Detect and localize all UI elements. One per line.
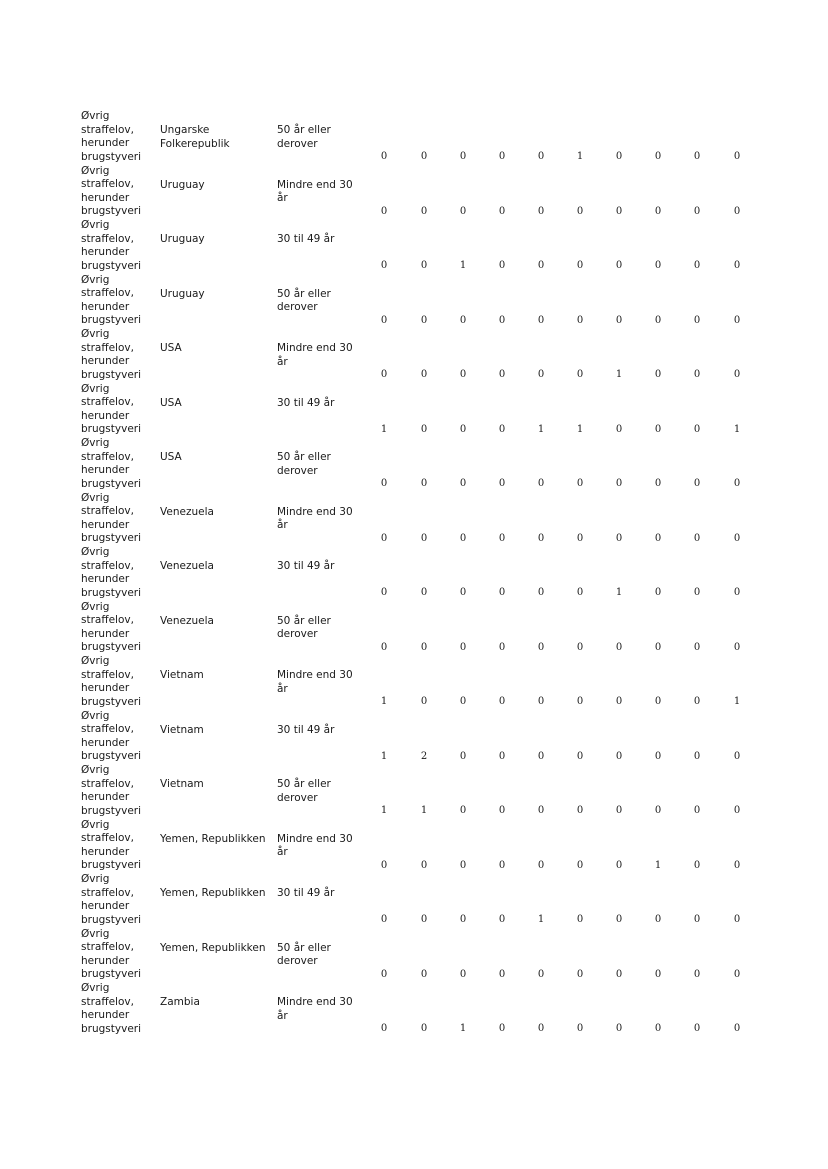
offense-category: Øvrig straffelov, herunder brugstyveri [81,982,142,1035]
count-value: 0 [459,696,467,707]
count-value: 0 [498,805,506,816]
count-value: 0 [498,260,506,271]
count-value: 0 [537,260,545,271]
count-value: 0 [615,205,623,217]
count-value: 0 [380,369,388,380]
count-value: 0 [615,314,623,326]
table-row [81,546,781,601]
age-group: 30 til 49 år [277,723,335,736]
count-value: 0 [380,587,388,598]
country-name: USA [160,396,182,409]
count-value: 0 [733,532,741,544]
count-value: 0 [420,641,428,653]
count-value: 0 [459,423,467,435]
count-value: 0 [380,151,388,162]
table-row [81,165,781,220]
country-name: USA [160,451,182,463]
age-group: 30 til 49 år [277,887,335,899]
count-value: 0 [537,151,545,162]
offense-category: Øvrig straffelov, herunder brugstyveri [81,600,142,653]
age-group: 30 til 49 år [277,560,335,572]
count-value: 0 [615,641,623,653]
count-value: 0 [576,314,584,326]
count-value: 0 [576,696,584,707]
count-value: 0 [654,805,662,816]
count-value: 0 [420,314,428,326]
count-value: 0 [420,260,428,271]
count-value: 0 [615,696,623,707]
count-value: 0 [380,641,388,653]
count-value: 0 [380,260,388,271]
count-value: 0 [733,1023,741,1034]
count-value: 0 [693,696,701,707]
count-value: 0 [654,641,662,653]
count-value: 0 [615,914,623,925]
count-value: 0 [615,750,623,762]
count-value: 0 [459,151,467,162]
count-value: 0 [537,805,545,816]
table-row [81,383,781,438]
age-group: Mindre end 30 år [277,996,353,1022]
table-row [81,492,781,547]
offense-category: Øvrig straffelov, herunder brugstyveri [81,927,142,980]
count-value: 0 [420,532,428,544]
age-group: 50 år eller derover [277,124,331,150]
table-row [81,655,781,710]
count-value: 0 [420,859,428,871]
count-value: 0 [693,532,701,544]
count-value: 0 [693,968,701,980]
count-value: 0 [498,587,506,598]
country-name: Venezuela [160,614,214,627]
count-value: 0 [576,1023,584,1034]
offense-category: Øvrig straffelov, herunder brugstyveri [81,273,142,326]
count-value: 0 [693,423,701,435]
count-value: 0 [654,1023,662,1034]
count-value: 0 [615,859,623,871]
count-value: 0 [498,968,506,980]
table-row [81,328,781,383]
data-table [81,110,781,1037]
count-value: 0 [537,205,545,217]
count-value: 0 [498,532,506,544]
count-value: 0 [615,968,623,980]
count-value: 0 [498,151,506,162]
count-value: 0 [654,696,662,707]
age-group: Mindre end 30 år [277,178,353,204]
offense-category: Øvrig straffelov, herunder brugstyveri [81,709,142,762]
count-value: 0 [693,314,701,326]
count-value: 0 [420,587,428,598]
count-value: 0 [380,968,388,980]
count-value: 0 [733,805,741,816]
country-name: Venezuela [160,560,214,572]
offense-category: Øvrig straffelov, herunder brugstyveri [81,328,142,381]
count-value: 0 [537,859,545,871]
count-value: 0 [733,205,741,217]
count-value: 0 [693,260,701,271]
count-value: 0 [733,369,741,380]
country-name: Yemen, Republikken [160,887,266,899]
count-value: 0 [693,1023,701,1034]
country-name: Vietnam [160,723,204,736]
count-value: 0 [498,859,506,871]
count-value: 0 [459,805,467,816]
count-value: 0 [576,805,584,816]
count-value: 0 [654,423,662,435]
count-value: 0 [693,750,701,762]
count-value: 0 [576,641,584,653]
count-value: 0 [420,968,428,980]
count-value: 0 [420,696,428,707]
table-row [81,110,781,165]
count-value: 1 [576,151,584,162]
count-value: 0 [576,532,584,544]
count-value: 0 [380,314,388,326]
count-value: 0 [420,151,428,162]
offense-category: Øvrig straffelov, herunder brugstyveri [81,219,142,272]
count-value: 0 [693,805,701,816]
count-value: 0 [537,641,545,653]
count-value: 1 [459,260,467,271]
count-value: 0 [537,968,545,980]
table-row [81,819,781,874]
count-value: 0 [420,1023,428,1034]
table-row [81,873,781,928]
count-value: 0 [693,205,701,217]
age-group: 50 år eller derover [277,287,331,313]
count-value: 0 [654,478,662,489]
count-value: 0 [537,314,545,326]
offense-category: Øvrig straffelov, herunder brugstyveri [81,382,142,435]
count-value: 0 [420,369,428,380]
count-value: 1 [615,369,623,380]
count-value: 0 [733,587,741,598]
count-value: 0 [537,478,545,489]
count-value: 0 [654,260,662,271]
count-value: 0 [459,914,467,925]
count-value: 1 [380,696,388,707]
count-value: 2 [420,750,428,762]
count-value: 0 [537,369,545,380]
age-group: 30 til 49 år [277,396,335,409]
count-value: 0 [693,151,701,162]
age-group: Mindre end 30 år [277,832,353,858]
country-name: Uruguay [160,287,205,300]
count-value: 0 [459,314,467,326]
count-value: 0 [498,423,506,435]
count-value: 0 [459,587,467,598]
count-value: 0 [380,914,388,925]
count-value: 0 [615,423,623,435]
count-value: 0 [576,968,584,980]
count-value: 0 [733,968,741,980]
country-name: Vietnam [160,778,204,790]
count-value: 0 [459,859,467,871]
count-value: 0 [733,750,741,762]
offense-category: Øvrig straffelov, herunder brugstyveri [81,491,142,544]
count-value: 0 [654,314,662,326]
age-group: 50 år eller derover [277,941,331,967]
count-value: 0 [654,205,662,217]
count-value: 0 [420,423,428,435]
count-value: 0 [498,750,506,762]
country-name: Vietnam [160,669,204,681]
count-value: 0 [576,859,584,871]
count-value: 0 [615,805,623,816]
count-value: 1 [380,805,388,816]
count-value: 0 [576,914,584,925]
country-name: Zambia [160,996,200,1008]
country-name: Uruguay [160,233,205,245]
count-value: 0 [654,587,662,598]
count-value: 0 [733,260,741,271]
age-group: Mindre end 30 år [277,669,353,695]
table-row [81,764,781,819]
count-value: 0 [459,369,467,380]
offense-category: Øvrig straffelov, herunder brugstyveri [81,546,142,599]
count-value: 0 [420,914,428,925]
count-value: 0 [498,1023,506,1034]
table-row [81,928,781,983]
count-value: 0 [459,968,467,980]
count-value: 0 [498,205,506,217]
count-value: 0 [498,641,506,653]
country-name: Venezuela [160,505,214,518]
count-value: 0 [693,859,701,871]
country-name: Uruguay [160,178,205,191]
count-value: 0 [498,914,506,925]
count-value: 0 [380,478,388,489]
age-group: 50 år eller derover [277,451,331,477]
offense-category: Øvrig straffelov, herunder brugstyveri [81,164,142,217]
table-row [81,601,781,656]
age-group: 50 år eller derover [277,614,331,640]
count-value: 0 [420,478,428,489]
count-value: 0 [733,314,741,326]
count-value: 0 [498,369,506,380]
count-value: 0 [693,914,701,925]
count-value: 0 [654,750,662,762]
country-name: Ungarske Folkerepublik [160,124,230,150]
count-value: 0 [498,478,506,489]
count-value: 0 [459,478,467,489]
count-value: 0 [459,750,467,762]
count-value: 1 [459,1023,467,1034]
count-value: 0 [576,478,584,489]
count-value: 1 [576,423,584,435]
count-value: 0 [380,1023,388,1034]
count-value: 0 [576,750,584,762]
count-value: 0 [537,1023,545,1034]
table-row [81,219,781,274]
count-value: 0 [733,859,741,871]
count-value: 1 [380,423,388,435]
count-value: 0 [576,205,584,217]
age-group: Mindre end 30 år [277,505,353,531]
count-value: 1 [380,750,388,762]
count-value: 0 [576,587,584,598]
count-value: 1 [420,805,428,816]
count-value: 0 [498,314,506,326]
count-value: 1 [537,914,545,925]
count-value: 0 [420,205,428,217]
count-value: 0 [615,478,623,489]
count-value: 0 [693,478,701,489]
count-value: 0 [459,641,467,653]
count-value: 0 [380,205,388,217]
age-group: 30 til 49 år [277,233,335,245]
offense-category: Øvrig straffelov, herunder brugstyveri [81,818,142,871]
count-value: 0 [654,532,662,544]
offense-category: Øvrig straffelov, herunder brugstyveri [81,437,142,490]
count-value: 0 [537,750,545,762]
count-value: 0 [733,478,741,489]
count-value: 0 [537,587,545,598]
count-value: 0 [537,696,545,707]
count-value: 0 [733,151,741,162]
count-value: 0 [537,532,545,544]
count-value: 0 [615,532,623,544]
count-value: 0 [576,260,584,271]
count-value: 0 [459,532,467,544]
count-value: 0 [693,641,701,653]
count-value: 0 [733,641,741,653]
count-value: 0 [615,151,623,162]
count-value: 0 [380,532,388,544]
count-value: 0 [498,696,506,707]
count-value: 0 [576,369,584,380]
country-name: USA [160,342,182,354]
offense-category: Øvrig straffelov, herunder brugstyveri [81,655,142,708]
offense-category: Øvrig straffelov, herunder brugstyveri [81,873,142,926]
table-row [81,274,781,329]
count-value: 0 [459,205,467,217]
count-value: 0 [615,260,623,271]
table-row [81,982,781,1037]
country-name: Yemen, Republikken [160,832,266,845]
table-row [81,710,781,765]
country-name: Yemen, Republikken [160,941,266,954]
offense-category: Øvrig straffelov, herunder brugstyveri [81,764,142,817]
count-value: 0 [654,968,662,980]
age-group: 50 år eller derover [277,778,331,804]
offense-category: Øvrig straffelov, herunder brugstyveri [81,110,142,163]
count-value: 0 [693,587,701,598]
count-value: 0 [615,1023,623,1034]
count-value: 0 [654,151,662,162]
count-value: 1 [654,859,662,871]
count-value: 1 [733,423,741,435]
count-value: 1 [537,423,545,435]
count-value: 1 [615,587,623,598]
count-value: 1 [733,696,741,707]
count-value: 0 [654,369,662,380]
count-value: 0 [654,914,662,925]
age-group: Mindre end 30 år [277,342,353,368]
count-value: 0 [693,369,701,380]
count-value: 0 [380,859,388,871]
table-row [81,437,781,492]
count-value: 0 [733,914,741,925]
